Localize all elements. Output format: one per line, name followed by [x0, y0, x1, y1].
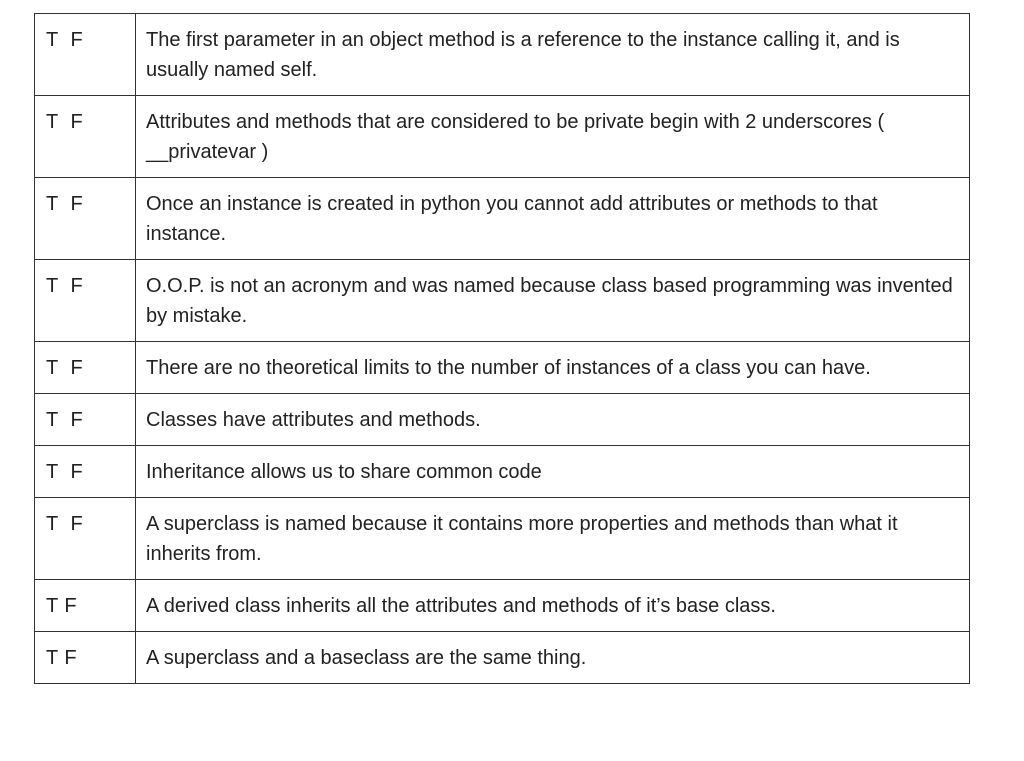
table-row [35, 342, 970, 394]
table-row [35, 632, 970, 684]
true-false-options [35, 342, 136, 394]
true-false-label: T F [46, 409, 84, 431]
question-text: Inheritance allows us to share common code [146, 461, 542, 483]
table-row [35, 96, 970, 178]
true-false-label: T F [46, 193, 84, 215]
true-false-options [35, 580, 136, 632]
table-row [35, 580, 970, 632]
question-text: The first parameter in an object method is a reference to the instance calling it, and is usually named self. [146, 29, 900, 81]
true-false-options [35, 260, 136, 342]
table-row [35, 14, 970, 96]
true-false-options [35, 632, 136, 684]
true-false-options [35, 14, 136, 96]
question-cell [136, 394, 970, 446]
table-row [35, 394, 970, 446]
question-cell [136, 178, 970, 260]
true-false-options [35, 498, 136, 580]
true-false-options [35, 446, 136, 498]
true-false-label: T F [46, 647, 78, 669]
true-false-label: T F [46, 595, 78, 617]
question-text: Attributes and methods that are considered to be private begin with 2 underscores ( __privatevar ) [146, 111, 885, 163]
true-false-options [35, 96, 136, 178]
true-false-label: T F [46, 29, 84, 51]
question-cell [136, 14, 970, 96]
true-false-quiz-table [34, 13, 970, 684]
question-cell [136, 260, 970, 342]
question-text: There are no theoretical limits to the number of instances of a class you can have. [146, 357, 871, 379]
true-false-label: T F [46, 275, 84, 297]
true-false-label: T F [46, 357, 84, 379]
true-false-label: T F [46, 461, 84, 483]
table-row [35, 178, 970, 260]
question-cell [136, 632, 970, 684]
table-row [35, 498, 970, 580]
table-row [35, 260, 970, 342]
true-false-label: T F [46, 111, 84, 133]
true-false-label: T F [46, 513, 84, 535]
question-cell [136, 580, 970, 632]
question-text: A superclass is named because it contains more properties and methods than what it inherits from. [146, 513, 898, 565]
question-cell [136, 96, 970, 178]
table-row [35, 446, 970, 498]
question-text: A derived class inherits all the attributes and methods of it’s base class. [146, 595, 776, 617]
true-false-options [35, 178, 136, 260]
question-cell [136, 342, 970, 394]
question-cell [136, 498, 970, 580]
question-text: O.O.P. is not an acronym and was named because class based programming was invented by mistake. [146, 275, 953, 327]
question-text: A superclass and a baseclass are the same thing. [146, 647, 587, 669]
question-text: Once an instance is created in python you cannot add attributes or methods to that instance. [146, 193, 878, 245]
question-text: Classes have attributes and methods. [146, 409, 481, 431]
true-false-options [35, 394, 136, 446]
question-cell [136, 446, 970, 498]
